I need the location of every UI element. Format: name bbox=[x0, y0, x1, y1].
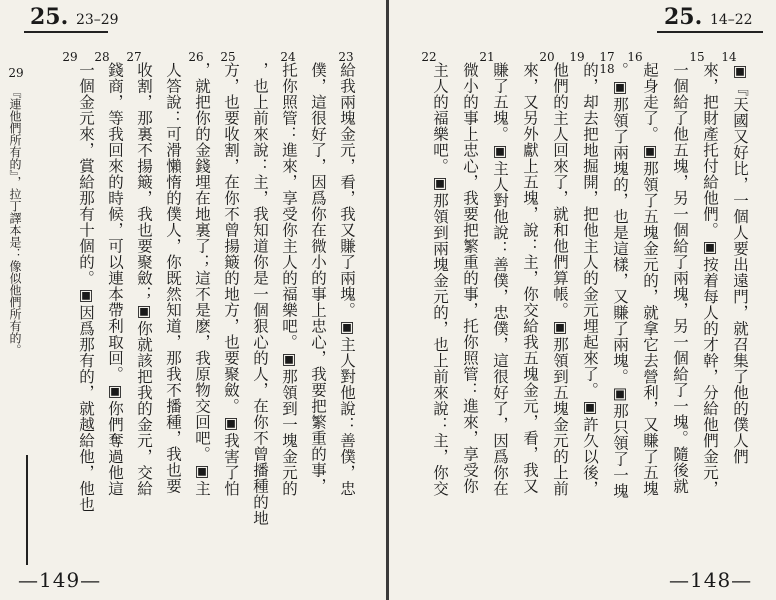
verse-number: 26 bbox=[188, 50, 204, 64]
text-column: 他們的主人回來了，就和他們算帳。▣那領到五塊金元的上前 bbox=[551, 62, 569, 497]
text-column: 一個金元來，賞給那有十個的。▣因爲那有的，就越給他，他也 bbox=[77, 62, 95, 513]
footnote-bar bbox=[26, 455, 28, 565]
right-page bbox=[389, 0, 776, 600]
text-column: 人答說：可滑懶惰的僕人，你既然知道，那我不播種，我也要 bbox=[164, 62, 182, 494]
verse-number: 27 bbox=[126, 50, 142, 64]
text-column: 的，却去把地掘開，把他主人的金元埋起來了。▣許久以後， bbox=[581, 62, 599, 497]
text-column: 微小的事上忠心，我要把繁重的事，托你照管：進來，享受你 bbox=[461, 62, 479, 494]
verse-number: 20 bbox=[539, 50, 555, 64]
right-header-rule bbox=[657, 31, 763, 33]
text-column: 來，又另外獻上五塊，說：主，你交給我五塊金元，看，我又 bbox=[521, 62, 539, 494]
left-page bbox=[0, 0, 387, 600]
left-page-number: —149— bbox=[18, 568, 102, 592]
verse-number: 23 bbox=[338, 50, 354, 64]
text-column: 來，把財產托付給他們。▣按着每人的才幹，分給他們金元， bbox=[701, 62, 719, 497]
text-column: 托你照管：進來，享受你主人的福樂吧。▣那領到一塊金元的 bbox=[280, 62, 298, 497]
verse-number: 22 bbox=[421, 50, 437, 64]
verse-number: 24 bbox=[280, 50, 296, 64]
verse-number: 15 bbox=[689, 50, 705, 64]
left-header-chapter: 25. bbox=[30, 4, 69, 30]
verse-number: 16 bbox=[627, 50, 643, 64]
verse-number: 17 bbox=[599, 50, 615, 64]
text-column: ，就把你的金錢埋在地裏了；這不是麽，我原物交回吧。▣主 bbox=[193, 62, 211, 497]
verse-number: 14 bbox=[721, 50, 737, 64]
left-header-range: 23–29 bbox=[75, 12, 119, 28]
text-column: 主人的福樂吧。▣那領到兩塊金元的，也上前來說：主，你交 bbox=[431, 62, 449, 497]
text-column: 僕，這很好了，因爲你在微小的事上忠心，我要把繁重的事， bbox=[309, 62, 327, 494]
text-column: 起身走了。▣那領了五塊金元的，就拿它去營利，又賺了五塊 bbox=[641, 62, 659, 497]
right-header-range: 14–22 bbox=[709, 12, 753, 28]
verse-number: 29 bbox=[62, 50, 78, 64]
footnote-text: 『連他們所有的』，拉丁譯本是：像似他們所有的。 bbox=[8, 86, 22, 356]
text-column: 收割，那裏不揚簸，我也要聚斂；▣你就該把我的金元，交給 bbox=[135, 62, 153, 497]
text-column: 。▣那領了兩塊的，也是這樣，又賺了兩塊。▣那只領了一塊 bbox=[611, 62, 629, 499]
verse-number: 18 bbox=[599, 62, 615, 76]
text-column: 錢商，等我回來的時候，可以連本帶利取回。▣你們奪過他這 bbox=[106, 62, 124, 497]
text-column: ▣『天國又好比，一個人要出遠門，就召集了他的僕人們 bbox=[731, 62, 749, 465]
text-column: 方，也要收割，在你不曾揚簸的地方，也要聚斂。▣我害了怕 bbox=[222, 62, 240, 497]
verse-number: 19 bbox=[569, 50, 585, 64]
verse-number: 21 bbox=[479, 50, 495, 64]
left-running-header bbox=[30, 4, 119, 33]
text-column: 賺了五塊。▣主人對他說：善僕，忠僕，這很好了，因爲你在 bbox=[491, 62, 509, 497]
verse-number: 28 bbox=[94, 50, 110, 64]
text-column: ，也上前來說：主，我知道你是一個狠心的人，在你不曾播種的地 bbox=[251, 62, 269, 526]
right-header-chapter: 25. bbox=[664, 4, 703, 30]
text-column: 給我兩塊金元，看，我又賺了兩塊。▣主人對他說：善僕，忠 bbox=[338, 62, 356, 497]
verse-number: 25 bbox=[220, 50, 236, 64]
right-running-header bbox=[664, 4, 753, 33]
text-column: 一個給了他五塊，另一個給了兩塊，另一個給了一塊。隨後就 bbox=[671, 62, 689, 494]
left-header-rule bbox=[24, 31, 108, 33]
right-page-number: —148— bbox=[669, 568, 753, 592]
note-number: 29 bbox=[8, 66, 24, 80]
